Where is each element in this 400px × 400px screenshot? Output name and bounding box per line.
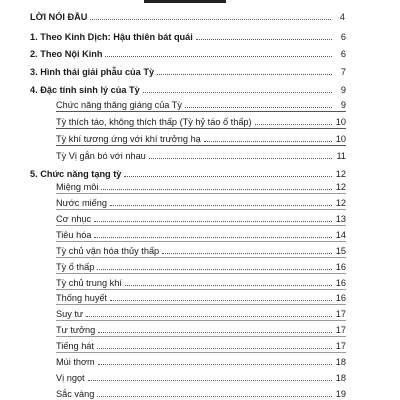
dot-leader [94,220,332,222]
row-divider [56,209,346,210]
toc-entry-label: Tỳ chủ vận hóa thủy thấp [56,245,160,256]
toc-entry-page: 11 [336,151,346,161]
toc-subentry[interactable] [56,211,346,225]
toc-entry-preface[interactable] [30,9,345,23]
row-divider [56,128,346,129]
dot-leader [97,395,332,397]
toc-entry-label: Cơ nhục [56,213,92,224]
row-divider [56,304,346,305]
toc-entry-page: 9 [340,85,346,95]
toc-subentry[interactable] [56,114,346,128]
toc-entry-page: 12 [335,169,346,179]
dot-leader [157,73,332,75]
table-of-contents [30,0,355,400]
toc-entry-page: 16 [335,261,346,272]
toc-entry-label: Sắc vàng [56,389,95,399]
dot-leader [110,299,332,301]
row-divider [56,193,346,194]
toc-entry-label: 1. Theo Kinh Dịch: Hậu thiên bát quái [30,32,193,42]
row-divider [56,257,346,258]
dot-leader [97,347,332,349]
toc-subentry[interactable] [56,243,346,257]
toc-entry-section-5[interactable] [30,166,346,180]
toc-entry-page: 10 [335,134,346,144]
toc-entry-page: 12 [335,182,346,192]
toc-subentry[interactable] [56,97,346,111]
dot-leader [149,157,332,159]
toc-subentry[interactable] [56,259,346,273]
row-divider [56,145,346,146]
toc-entry-page: 4 [339,12,345,22]
toc-subentry[interactable] [56,195,346,209]
toc-subentry[interactable] [56,131,346,145]
toc-entry-page: 18 [335,373,346,384]
dot-leader [101,188,332,190]
toc-entry-label: Suy tư [56,309,84,320]
toc-subentry[interactable] [56,227,346,241]
toc-entry-label: 3. Hình thái giải phẫu của Tỳ [30,67,155,77]
dot-leader [124,175,332,177]
row-divider [56,289,346,290]
dot-leader [143,91,332,93]
row-divider [56,225,346,226]
toc-entry-label: Vị ngọt [56,373,85,384]
dot-leader [88,379,332,381]
toc-subentry[interactable] [56,354,346,368]
toc-entry-page: 16 [335,293,346,304]
toc-subentry[interactable] [56,338,346,352]
toc-subentry[interactable] [56,275,346,289]
toc-entry-page: 16 [335,277,346,288]
dot-leader [90,18,331,20]
toc-entry-page: 17 [335,325,346,336]
toc-entry-label: 2. Theo Nội Kinh [30,49,103,59]
toc-entry-label: Tỳ chủ trung khí [56,277,122,288]
toc-entry-page: 18 [335,357,346,368]
toc-entry-label: Chức năng thăng giáng của Tỳ [56,100,183,110]
row-divider [56,320,346,321]
toc-subentry[interactable] [56,386,346,400]
row-divider [56,111,346,112]
dot-leader [98,331,332,333]
toc-entry-page: 9 [340,100,346,110]
toc-entry-page: 17 [335,309,346,320]
toc-subentry[interactable] [56,322,346,336]
dot-leader [98,363,332,365]
toc-entry-page: 7 [340,67,346,77]
dot-leader [204,140,332,142]
toc-entry-label: Tỳ Vị gắn bó với nhau [56,151,146,161]
toc-entry-page: 19 [335,389,346,399]
toc-subentry[interactable] [56,370,346,384]
toc-entry-label: Tỳ ố thấp [56,261,95,272]
dot-leader [185,106,332,108]
row-divider [56,352,346,353]
dot-leader [86,315,332,317]
toc-subentry[interactable] [56,179,346,193]
toc-entry-page: 12 [335,197,346,208]
toc-entry-page: 15 [335,245,346,256]
toc-entry-label: Tư tưởng [56,325,96,336]
dot-leader [105,55,332,57]
toc-entry-label: Tiếng hát [56,341,94,352]
toc-entry-page: 6 [340,32,346,42]
toc-entry-page: 10 [335,117,346,127]
toc-entry-section-1[interactable] [30,29,346,43]
dot-leader [94,236,332,238]
row-divider [56,241,346,242]
toc-entry-label: Miệng môi [56,182,99,192]
toc-entry-page: 6 [340,49,346,59]
toc-entry-page: 14 [335,229,346,240]
dot-leader [110,204,332,206]
toc-entry-label: Tiêu hóa [56,229,92,240]
dot-leader [196,38,332,40]
toc-entry-label: Thống huyết [56,293,108,304]
toc-entry-label: 5. Chức năng tạng tỳ [30,169,122,179]
toc-entry-section-3[interactable] [30,64,346,78]
toc-entry-label: LỜI NÓI ĐẦU [30,12,88,22]
row-divider [56,336,346,337]
toc-entry-section-2[interactable] [30,46,346,60]
row-divider [56,273,346,274]
toc-entry-page: 13 [335,213,346,224]
toc-entry-label: Nước miếng [56,197,107,208]
toc-entry-label: 4. Đặc tính sinh lý của Tỳ [30,85,140,95]
toc-entry-label: Mùi thơm [56,357,95,368]
toc-entry-page: 17 [335,341,346,352]
dot-leader [125,284,332,286]
toc-subentry[interactable] [56,290,346,304]
dot-leader [97,268,332,270]
toc-entry-section-4[interactable] [30,82,346,96]
toc-entry-label: Tỳ thích táo, không thích thấp (Tỳ hỷ táo ố thấp) [56,117,252,127]
toc-entry-label: Tỳ khí tương ứng với khí trưởng hạ [56,134,201,144]
dot-leader [255,123,332,125]
dot-leader [162,252,332,254]
toc-subentry[interactable] [56,306,346,320]
toc-subentry[interactable] [56,148,346,162]
